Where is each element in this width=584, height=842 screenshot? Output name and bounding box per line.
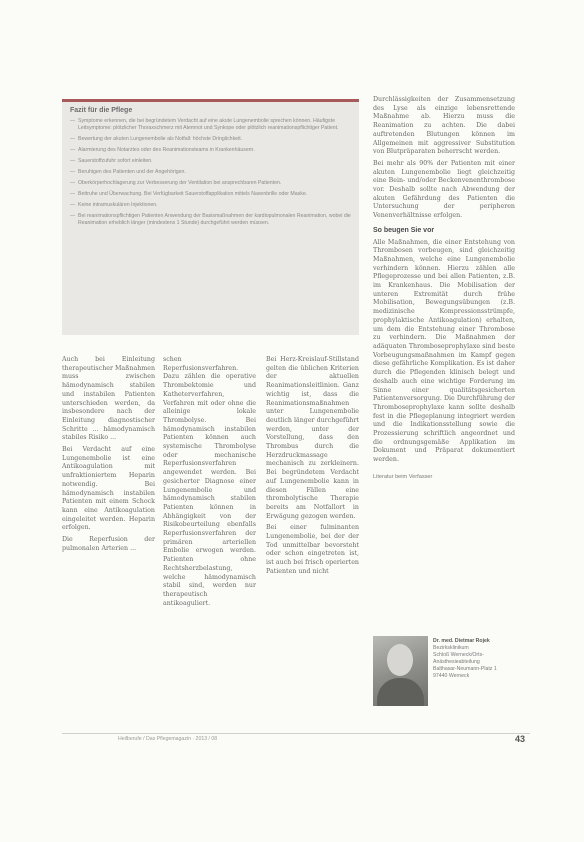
author-info xyxy=(433,638,515,680)
author-address-line: Bezirksklinikum xyxy=(433,645,469,651)
fact-item: — Bettruhe und Überwachung. Bei Verfügbarkeit Sauerstoffapplikation mittels Nasenbrille oder Maske. xyxy=(70,191,351,198)
paragraph: Alle Maßnahmen, die einer Entstehung von Thrombosen vorbeugen, sind gleichzeitig Maßnahmen, welche eine Lungenembolie verhindern können. Hierzu zählen alle Pflegeprozesse und bei allen Patienten, z.B. im Krankenhaus. Die Mobilisation der unteren Extremität durch frühe Mobilisation, Bewegungsübungen (z.B. medizinische Kompressionsstrümpfe, prophylaktische Antikoagulation) erhalten, um dem die Entstehung einer Thrombose zu verhindern. Die Maßnahmen der adäquaten Thromboseprophylaxe sind beste Vorbeugungsmaßnahmen im Kampf gegen diese gefährliche Komplikation. Es ist daher durch die Pflegenden klinisch belegt und deshalb auch eine wichtige Forderung im Sinne einer qualitätsgesicherten Patientenversorgung. Die Durchführung der Thromboseprophylaxe kann sollte deshalb fest in die Pflegeplanung integriert werden und die Indikationsstellung sowie die Prozessierung schriftlich angeordnet und die ordnungsgemäße Applikation im Dokument und Präparat dokumentiert werden. xyxy=(373,238,515,464)
author-photo xyxy=(373,636,428,706)
column-3 xyxy=(373,96,515,482)
fact-item: — Symptome erkennen, die bei begründetem Verdacht auf eine akute Lungenembolie sprechen können. Häufigste Leitsymptome: plötzlicher Thoraxschmerz mit Atemnot und Synkope oder plötzlich reanimationspflichtiger Patient. xyxy=(70,118,351,132)
portrait-head-shape xyxy=(387,644,413,676)
page-number: 43 xyxy=(515,734,526,744)
footer-journal: Heilberufe / Das Pflegemagazin · 2013 / 08 xyxy=(118,736,218,742)
column-2a xyxy=(163,356,256,611)
paragraph: Bei mehr als 90% der Patienten mit einer akuten Lungenembolie liegt gleichzeitig eine Bein- und/oder Beckenvenenthrombose vor. Deshalb sollte nach Abwendung der akuten Gefährdung des Patienten die Untersuchung der peripheren Venenverhältnisse erfolgen. xyxy=(373,159,515,220)
paragraph: schen Reperfusionsverfahren. Dazu zählen die operative Thrombektomie und Katheterverfahren, Verfahren mit oder ohne die alleinige lokale Thrombolyse. Bei hämodynamisch instabilen Patienten können auch systemische Thrombolyse oder mechanische Reperfusionsverfahren angewendet werden. Bei gesicherter Diagnose einer Lungenembolie und hämodynamisch stabilen Patienten können in Abhängigkeit von der Risikobeurteilung ebenfalls Reperfusionsverfahren der primären arteriellen Embolie erwogen werden. Patienten ohne Rechtsherzbelastung, welche hämodynamisch stabil sind, werden nur therapeutisch antikoaguliert. xyxy=(163,356,256,607)
portrait-shoulders-shape xyxy=(377,678,424,706)
author-address-line: Schloß Werneck/Orts- xyxy=(433,652,484,658)
fact-box-title: Fazit für die Pflege xyxy=(70,107,133,114)
fact-item: — Keine intramuskulären Injektionen. xyxy=(70,202,351,209)
fact-item: — Bei reanimationspflichtigen Patienten Anwendung der Basismaßnahmen der kardiopulmonalen Reanimation, wobei die Reanimation erheblich länger (mindestens 1 Stunde) durchgeführt werden müssen. xyxy=(70,213,351,227)
fact-item: — Alarmierung des Notarztes oder des Reanimationsteams in Krankenhäusern. xyxy=(70,147,351,154)
fact-item: — Bewertung der akuten Lungenembolie als Notfall: höchste Dringlichkeit. xyxy=(70,136,351,143)
fact-box-list xyxy=(70,118,351,227)
author-address-line: 97440 Werneck xyxy=(433,673,470,679)
fact-item: — Sauerstoffzufuhr sofort einleiten. xyxy=(70,158,351,165)
paragraph: Die Reperfusion der pulmonalen Arterien ... xyxy=(62,536,155,552)
author-address-line: Anästhesieabteilung xyxy=(433,659,480,665)
paragraph: Bei Verdacht auf eine Lungenembolie ist eine Antikoagulation mit unfraktioniertem Heparin notwendig. Bei hämodynamisch instabilen Patienten mit einem Schock kann eine Antikoagulation eingeleitet werden. Heparin erfolgen. xyxy=(62,446,155,532)
column-1 xyxy=(62,356,155,556)
author-address-line: Balthasar-Neumann-Platz 1 xyxy=(433,666,497,672)
paragraph: Bei einer fulminanten Lungenembolie, bei der der Tod unmittelbar bevorsteht oder schon eingetreten ist, ist auch bei frisch operierten Patienten und nicht xyxy=(266,524,359,575)
column-2b xyxy=(266,356,359,580)
fact-item: — Beruhigen des Patienten und der Angehörigen. xyxy=(70,169,351,176)
paragraph: Durchlässigkeiten der Zusammensetzung des Lyse als einzige lebensrettende Maßnahme ab. Hierzu muss die Reanimation zu achten. Die dabei auftretenden Blutungen können im Allgemeinen mit aggressiver Substitution von Blutpräparaten beherrscht werden. xyxy=(373,96,515,156)
fact-item: — Oberkörperhochlagerung zur Verbesserung der Ventilation bei ansprechbaren Patienten. xyxy=(70,180,351,187)
author-name: Dr. med. Dietmar Rojek xyxy=(433,638,490,644)
fact-box xyxy=(62,99,359,335)
footer-divider xyxy=(62,733,530,734)
paragraph: Bei Herz-Kreislauf-Stillstand gelten die üblichen Kriterien der aktuellen Reanimationsleitlinien. Ganz wichtig ist, dass die Reanimationsmaßnahmen unter Lungenembolie deutlich länger durchgeführt werden, unter der Vorstellung, dass den Thrombus durch die Herzdruckmassage mechanisch zu zerkleinern. Bei begründetem Verdacht auf Lungenembolie kann in diesen Fällen eine thrombolytische Therapie bereits am Notfallort in Erwägung gezogen werden. xyxy=(266,356,359,520)
literature-note: Literatur beim Verfasser xyxy=(373,473,433,480)
section-heading: So beugen Sie vor xyxy=(373,226,435,234)
paragraph: Auch bei Einleitung therapeutischer Maßnahmen muss zwischen hämodynamisch stabilen und instabilen Patienten unterschieden werden, da insbesondere nach der Einleitung diagnostischer Schritte ... hämodynamisch stabiles Risiko ... xyxy=(62,356,156,442)
author-block xyxy=(373,636,515,706)
